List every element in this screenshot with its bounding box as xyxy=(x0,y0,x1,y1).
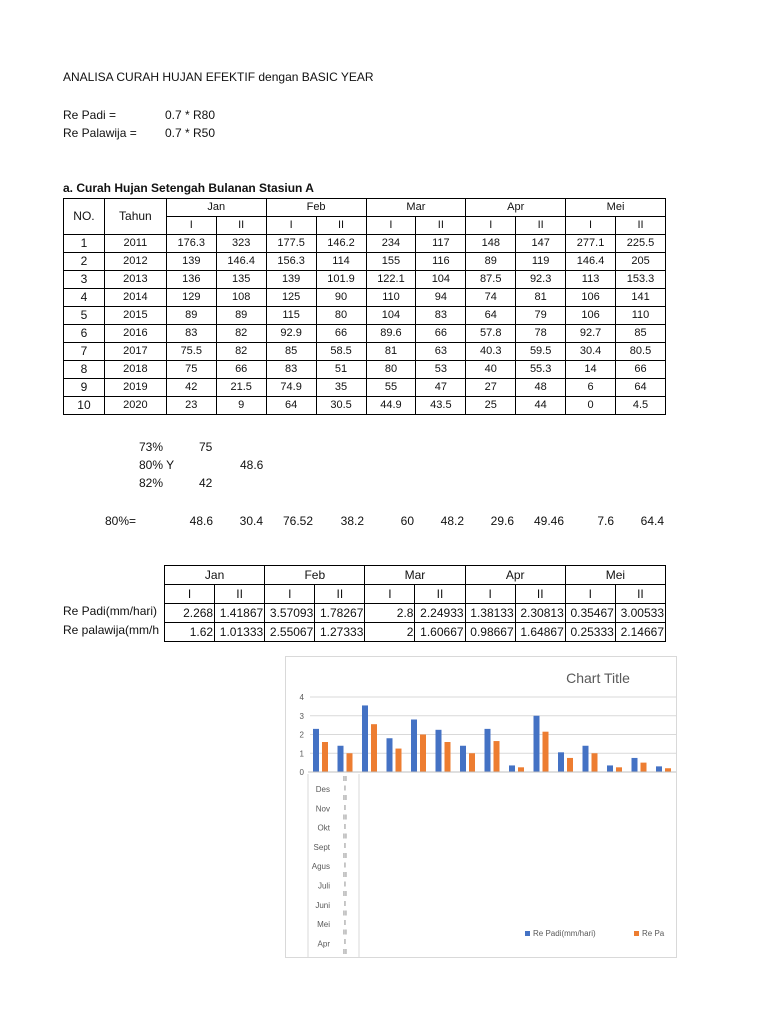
month-header: Mei xyxy=(566,199,666,217)
cell-rainfall: 81 xyxy=(516,289,566,307)
cell-rainfall: 176.3 xyxy=(166,235,216,253)
cell-rainfall: 80.5 xyxy=(616,343,666,361)
table-row xyxy=(64,397,666,415)
formula-re-palawija-label: Re Palawija = xyxy=(63,126,137,140)
cell-rainfall: 64 xyxy=(616,379,666,397)
x-half-label: II xyxy=(343,872,347,879)
cell-re-value: 0.98667 xyxy=(465,623,515,642)
table-row xyxy=(64,343,666,361)
table-row xyxy=(64,379,666,397)
cell-rainfall: 40.3 xyxy=(466,343,516,361)
chart-bar xyxy=(616,767,622,772)
cell-re-value: 3.57093 xyxy=(265,604,315,623)
chart-bar xyxy=(656,766,662,772)
half-header: II xyxy=(516,217,566,235)
chart-bar xyxy=(607,765,613,772)
cell-tahun: 2017 xyxy=(104,343,166,361)
cell-rainfall: 89 xyxy=(216,307,266,325)
cell-rainfall: 30.5 xyxy=(316,397,366,415)
interp-percent-73: 73% xyxy=(139,440,164,454)
cell-re-value: 2.268 xyxy=(165,604,215,623)
chart-bar xyxy=(338,746,344,772)
month-header: Apr xyxy=(465,566,565,585)
x-category-label: Okt xyxy=(317,823,330,833)
cell-rainfall: 139 xyxy=(266,271,316,289)
cell-rainfall: 9 xyxy=(216,397,266,415)
chart-bar xyxy=(534,716,540,772)
cell-rainfall: 75 xyxy=(166,361,216,379)
cell-tahun: 2016 xyxy=(104,325,166,343)
x-half-label: I xyxy=(344,804,346,812)
interp-percent-82: 82% xyxy=(139,476,164,490)
cell-rainfall: 51 xyxy=(316,361,366,379)
x-half-label: II xyxy=(343,891,347,899)
cell-rainfall: 119 xyxy=(516,253,566,271)
p80-value: 60 xyxy=(400,514,414,528)
cell-rainfall: 277.1 xyxy=(566,235,616,253)
rainfall-table xyxy=(63,198,666,415)
cell-rainfall: 177.5 xyxy=(266,235,316,253)
chart-title: Chart Title xyxy=(566,670,630,686)
p80-value: 30.4 xyxy=(239,514,263,528)
chart-bar xyxy=(396,749,402,772)
cell-rainfall: 106 xyxy=(566,307,616,325)
cell-no: 6 xyxy=(64,325,105,343)
cell-rainfall: 234 xyxy=(366,235,416,253)
table-row xyxy=(64,235,666,253)
cell-rainfall: 113 xyxy=(566,271,616,289)
chart-bar xyxy=(632,758,638,772)
table2-row xyxy=(165,604,666,623)
cell-rainfall: 35 xyxy=(316,379,366,397)
table-row xyxy=(64,289,666,307)
cell-rainfall: 27 xyxy=(466,379,516,397)
cell-no: 8 xyxy=(64,361,105,379)
x-half-label: I xyxy=(344,862,346,870)
table-row xyxy=(64,253,666,271)
chart-bar xyxy=(583,746,589,772)
x-category-label: Sept xyxy=(313,842,330,852)
p80-value: 48.6 xyxy=(189,514,213,528)
cell-rainfall: 0 xyxy=(566,397,616,415)
cell-rainfall: 146.4 xyxy=(216,253,266,271)
cell-rainfall: 122.1 xyxy=(366,271,416,289)
chart-bar xyxy=(347,753,353,772)
month-header: Feb xyxy=(266,199,366,217)
cell-rainfall: 23 xyxy=(166,397,216,415)
p80-value: 64.4 xyxy=(640,514,664,528)
cell-rainfall: 156.3 xyxy=(266,253,316,271)
cell-re-value: 1.01333 xyxy=(215,623,265,642)
table2-header-row xyxy=(165,566,666,585)
half-header: II xyxy=(316,217,366,235)
cell-rainfall: 74 xyxy=(466,289,516,307)
x-half-label: I xyxy=(344,785,346,793)
half-header: II xyxy=(216,217,266,235)
chart-bar xyxy=(322,742,328,772)
cell-rainfall: 83 xyxy=(416,307,466,325)
half-header: II xyxy=(315,585,365,604)
x-half-label: I xyxy=(344,881,346,889)
x-half-label: I xyxy=(344,939,346,947)
legend-swatch xyxy=(634,931,639,936)
cell-no: 5 xyxy=(64,307,105,325)
x-category-label: Juni xyxy=(315,900,330,910)
cell-re-value: 1.60667 xyxy=(415,623,465,642)
col-no-header: NO. xyxy=(64,199,105,235)
cell-no: 4 xyxy=(64,289,105,307)
chart-bar xyxy=(567,758,573,772)
half-header: I xyxy=(565,585,615,604)
month-header: Mar xyxy=(365,566,465,585)
x-category-label: Agus xyxy=(311,862,330,872)
formula-re-padi-value: 0.7 * R80 xyxy=(165,108,216,122)
cell-rainfall: 94 xyxy=(416,289,466,307)
chart-bar xyxy=(313,729,319,772)
cell-rainfall: 55.3 xyxy=(516,361,566,379)
chart-bar xyxy=(665,768,671,772)
x-half-label: I xyxy=(344,824,346,831)
cell-rainfall: 66 xyxy=(616,361,666,379)
cell-rainfall: 79 xyxy=(516,307,566,325)
x-half-label: II xyxy=(343,776,347,783)
chart-bar xyxy=(387,738,393,772)
chart-bar xyxy=(494,741,500,772)
legend-label: Re Pa xyxy=(642,929,665,938)
cell-rainfall: 64 xyxy=(266,397,316,415)
cell-rainfall: 74.9 xyxy=(266,379,316,397)
half-header: II xyxy=(416,217,466,235)
chart-bar xyxy=(371,724,377,772)
col-tahun-header: Tahun xyxy=(104,199,166,235)
cell-rainfall: 85 xyxy=(616,325,666,343)
half-header: I xyxy=(466,217,516,235)
formula-re-palawija-value: 0.7 * R50 xyxy=(165,126,216,140)
cell-no: 3 xyxy=(64,271,105,289)
cell-rainfall: 146.4 xyxy=(566,253,616,271)
cell-rainfall: 66 xyxy=(416,325,466,343)
half-header: I xyxy=(266,217,316,235)
cell-rainfall: 14 xyxy=(566,361,616,379)
cell-tahun: 2014 xyxy=(104,289,166,307)
cell-rainfall: 44 xyxy=(516,397,566,415)
cell-re-value: 3.00533 xyxy=(615,604,665,623)
chart-bar xyxy=(362,705,368,772)
cell-re-value: 2.8 xyxy=(365,604,415,623)
cell-tahun: 2019 xyxy=(104,379,166,397)
cell-no: 9 xyxy=(64,379,105,397)
cell-rainfall: 89 xyxy=(466,253,516,271)
cell-rainfall: 82 xyxy=(216,325,266,343)
cell-rainfall: 59.5 xyxy=(516,343,566,361)
interp-value-73: 75 xyxy=(199,440,213,454)
cell-no: 10 xyxy=(64,397,105,415)
chart-bar xyxy=(445,742,451,772)
cell-rainfall: 225.5 xyxy=(616,235,666,253)
x-category-label: Nov xyxy=(315,804,330,814)
cell-rainfall: 106 xyxy=(566,289,616,307)
y-tick-label: 0 xyxy=(299,768,304,777)
cell-tahun: 2018 xyxy=(104,361,166,379)
p80-value: 48.2 xyxy=(440,514,464,528)
chart-bar xyxy=(469,753,475,772)
legend-swatch xyxy=(525,931,530,936)
cell-rainfall: 66 xyxy=(216,361,266,379)
cell-rainfall: 78 xyxy=(516,325,566,343)
y-tick-label: 1 xyxy=(299,749,304,759)
month-header: Jan xyxy=(166,199,266,217)
p80-label: 80%= xyxy=(105,514,137,528)
table2-row xyxy=(165,623,666,642)
cell-re-value: 2.24933 xyxy=(415,604,465,623)
cell-re-value: 2.14667 xyxy=(615,623,665,642)
cell-rainfall: 85 xyxy=(266,343,316,361)
cell-rainfall: 81 xyxy=(366,343,416,361)
table-header-row xyxy=(64,199,666,217)
x-half-label: II xyxy=(343,795,347,803)
cell-rainfall: 136 xyxy=(166,271,216,289)
x-category-label: Juli xyxy=(317,881,330,891)
chart-bar xyxy=(518,767,524,772)
cell-rainfall: 92.7 xyxy=(566,325,616,343)
chart-bar xyxy=(460,746,466,772)
cell-rainfall: 4.5 xyxy=(616,397,666,415)
effective-rainfall-table xyxy=(164,565,666,642)
cell-rainfall: 89 xyxy=(166,307,216,325)
cell-rainfall: 87.5 xyxy=(466,271,516,289)
chart-bar xyxy=(411,720,417,773)
half-header: I xyxy=(365,585,415,604)
half-header: II xyxy=(616,217,666,235)
half-header: II xyxy=(215,585,265,604)
cell-rainfall: 116 xyxy=(416,253,466,271)
cell-re-value: 1.41867 xyxy=(215,604,265,623)
chart-bar xyxy=(592,753,598,772)
cell-re-value: 1.27333 xyxy=(315,623,365,642)
cell-rainfall: 104 xyxy=(416,271,466,289)
cell-rainfall: 47 xyxy=(416,379,466,397)
cell-re-value: 1.62 xyxy=(165,623,215,642)
interp-value-80: 48.6 xyxy=(240,458,264,472)
cell-rainfall: 40 xyxy=(466,361,516,379)
chart-bar xyxy=(509,765,515,772)
month-header: Mei xyxy=(565,566,665,585)
half-header: I xyxy=(265,585,315,604)
cell-re-value: 0.35467 xyxy=(565,604,615,623)
cell-re-value: 1.78267 xyxy=(315,604,365,623)
cell-rainfall: 53 xyxy=(416,361,466,379)
cell-rainfall: 21.5 xyxy=(216,379,266,397)
half-header: I xyxy=(166,217,216,235)
table-row xyxy=(64,271,666,289)
cell-no: 1 xyxy=(64,235,105,253)
x-half-label: I xyxy=(344,920,346,927)
cell-re-value: 1.38133 xyxy=(465,604,515,623)
y-tick-label: 3 xyxy=(299,711,304,721)
p80-value: 7.6 xyxy=(597,514,614,528)
cell-rainfall: 115 xyxy=(266,307,316,325)
cell-rainfall: 92.3 xyxy=(516,271,566,289)
x-half-label: II xyxy=(343,948,347,956)
table-row xyxy=(64,325,666,343)
cell-rainfall: 104 xyxy=(366,307,416,325)
cell-tahun: 2015 xyxy=(104,307,166,325)
half-header: I xyxy=(165,585,215,604)
cell-rainfall: 48 xyxy=(516,379,566,397)
month-header: Jan xyxy=(165,566,265,585)
x-half-label: I xyxy=(344,900,346,908)
cell-re-value: 2.30813 xyxy=(515,604,565,623)
cell-rainfall: 42 xyxy=(166,379,216,397)
cell-rainfall: 146.2 xyxy=(316,235,366,253)
chart-bar xyxy=(543,732,549,772)
cell-rainfall: 125 xyxy=(266,289,316,307)
month-header: Feb xyxy=(265,566,365,585)
cell-tahun: 2012 xyxy=(104,253,166,271)
y-tick-label: 4 xyxy=(299,693,304,702)
chart-bar xyxy=(485,729,491,772)
cell-rainfall: 114 xyxy=(316,253,366,271)
cell-rainfall: 89.6 xyxy=(366,325,416,343)
x-half-label: II xyxy=(343,833,347,841)
cell-re-value: 2 xyxy=(365,623,415,642)
cell-rainfall: 110 xyxy=(616,307,666,325)
cell-rainfall: 80 xyxy=(366,361,416,379)
cell-rainfall: 108 xyxy=(216,289,266,307)
x-half-label: II xyxy=(343,814,347,822)
interp-percent-80: 80% Y xyxy=(139,458,175,472)
cell-no: 2 xyxy=(64,253,105,271)
cell-rainfall: 55 xyxy=(366,379,416,397)
y-tick-label: 2 xyxy=(299,730,304,740)
cell-rainfall: 148 xyxy=(466,235,516,253)
cell-rainfall: 92.9 xyxy=(266,325,316,343)
chart-bar xyxy=(436,730,442,772)
half-header: II xyxy=(415,585,465,604)
cell-rainfall: 139 xyxy=(166,253,216,271)
cell-rainfall: 25 xyxy=(466,397,516,415)
x-half-label: II xyxy=(343,910,347,918)
cell-rainfall: 147 xyxy=(516,235,566,253)
half-header: I xyxy=(566,217,616,235)
cell-rainfall: 66 xyxy=(316,325,366,343)
cell-rainfall: 75.5 xyxy=(166,343,216,361)
month-header: Apr xyxy=(466,199,566,217)
half-header: I xyxy=(366,217,416,235)
cell-rainfall: 129 xyxy=(166,289,216,307)
document-title: ANALISA CURAH HUJAN EFEKTIF dengan BASIC YEAR xyxy=(63,70,374,84)
cell-tahun: 2013 xyxy=(104,271,166,289)
cell-rainfall: 135 xyxy=(216,271,266,289)
x-category-label: Apr xyxy=(317,939,330,949)
cell-no: 7 xyxy=(64,343,105,361)
cell-rainfall: 205 xyxy=(616,253,666,271)
cell-rainfall: 63 xyxy=(416,343,466,361)
legend-label: Re Padi(mm/hari) xyxy=(533,929,596,938)
chart-bar xyxy=(641,763,647,772)
section-title: a. Curah Hujan Setengah Bulanan Stasiun A xyxy=(63,181,314,195)
cell-rainfall: 101.9 xyxy=(316,271,366,289)
chart-bar xyxy=(558,752,564,772)
cell-rainfall: 44.9 xyxy=(366,397,416,415)
cell-rainfall: 64 xyxy=(466,307,516,325)
p80-value: 29.6 xyxy=(490,514,514,528)
cell-rainfall: 110 xyxy=(366,289,416,307)
cell-rainfall: 83 xyxy=(166,325,216,343)
half-header: I xyxy=(465,585,515,604)
cell-rainfall: 323 xyxy=(216,235,266,253)
cell-re-value: 0.25333 xyxy=(565,623,615,642)
cell-rainfall: 117 xyxy=(416,235,466,253)
chart-svg xyxy=(286,657,676,957)
chart-bar xyxy=(420,735,426,773)
month-header: Mar xyxy=(366,199,466,217)
cell-rainfall: 6 xyxy=(566,379,616,397)
x-half-label: I xyxy=(344,843,346,851)
x-half-label: II xyxy=(343,929,347,937)
p80-value: 38.2 xyxy=(340,514,364,528)
table-row xyxy=(64,361,666,379)
re-palawija-row-label: Re palawija(mm/h xyxy=(63,623,160,637)
p80-value: 76.52 xyxy=(282,514,313,528)
p80-value: 49.46 xyxy=(533,514,564,528)
formula-re-padi-label: Re Padi = xyxy=(63,108,117,122)
re-padi-row-label: Re Padi(mm/hari) xyxy=(63,604,158,618)
x-category-label: Mei xyxy=(317,920,330,930)
cell-rainfall: 43.5 xyxy=(416,397,466,415)
half-header: II xyxy=(515,585,565,604)
cell-re-value: 2.55067 xyxy=(265,623,315,642)
cell-rainfall: 30.4 xyxy=(566,343,616,361)
interp-value-82: 42 xyxy=(199,476,213,490)
cell-tahun: 2020 xyxy=(104,397,166,415)
cell-rainfall: 82 xyxy=(216,343,266,361)
cell-rainfall: 141 xyxy=(616,289,666,307)
table2-subheader-row xyxy=(165,585,666,604)
x-half-label: II xyxy=(343,852,347,860)
cell-rainfall: 58.5 xyxy=(316,343,366,361)
cell-rainfall: 155 xyxy=(366,253,416,271)
cell-rainfall: 83 xyxy=(266,361,316,379)
table-row xyxy=(64,307,666,325)
cell-rainfall: 153.3 xyxy=(616,271,666,289)
cell-tahun: 2011 xyxy=(104,235,166,253)
cell-rainfall: 80 xyxy=(316,307,366,325)
x-category-label: Des xyxy=(315,785,330,794)
cell-rainfall: 90 xyxy=(316,289,366,307)
cell-re-value: 1.64867 xyxy=(515,623,565,642)
cell-rainfall: 57.8 xyxy=(466,325,516,343)
half-header: II xyxy=(615,585,665,604)
effective-rainfall-chart[interactable] xyxy=(285,656,677,958)
